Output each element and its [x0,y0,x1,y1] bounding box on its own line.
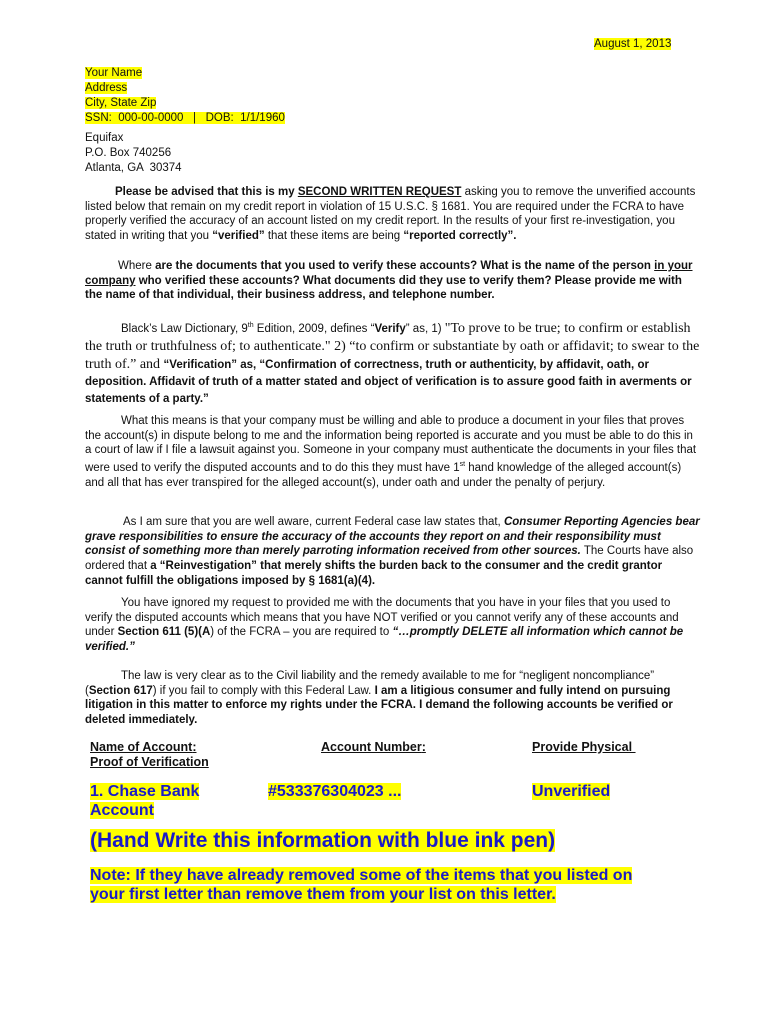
account-name: 1. Chase Bank Account [90,783,200,819]
paragraph-civil-liability: The law is very clear as to the Civil liability and the remedy available to me for “negligent noncompliance” (Section 617) if you fail to comply with this Federal Law. I am a litigious consumer and fully intend on pursuing litigation in this matter to enforce my rights under the FCRA. I demand the following accounts be verified or deleted immediately. [85,670,673,727]
sender-address: Address [85,82,128,94]
paragraph-case-law: As I am sure that you are well aware, current Federal case law states that, Consumer Reporting Agencies bear grave responsibilities to ensure the accuracy of the accounts they report on and their responsibility must consist of something more than merely parroting information received from other sources. The Courts have also ordered that a “Reinvestigation” that merely shifts the burden back to the consumer and the credit grantor cannot fulfill the obligations imposed by § 1681(a)(4). [85,516,700,587]
letter-date: August 1, 2013 [594,38,672,50]
recipient-city: Atlanta, GA 30374 [85,162,182,174]
account-number: #533376304023 ... [268,783,402,800]
header-name-of-account: Name of Account: Proof of Verification [90,740,209,769]
header-account-number: Account Number: [321,740,426,754]
sender-block [85,66,285,126]
hand-write-instruction: (Hand Write this information with blue ink pen) [90,829,556,852]
sender-ssn-dob: SSN: 000-00-0000 | DOB: 1/1/1960 [85,112,285,124]
removal-note: Note: If they have already removed some of the items that you listed on your first letter than remove them from your list on this letter. [90,867,633,903]
sender-name: Your Name [85,67,143,79]
paragraph-meaning: What this means is that your company must be willing and able to produce a document in your files that proves the account(s) in dispute belong to me and the information being reported is accurate and you must be able to do this in a court of law if I file a lawsuit against you. Someone in your company must authenticate the documents in your files that were used to verify the disputed accounts and to do this they must have 1st hand knowledge of the alleged account(s) and all that has ever transpired for the alleged account(s), under oath and under the penalty of perjury. [85,415,697,489]
paragraph-ignored-request: You have ignored my request to provided me with the documents that you have in your files that you used to verify the disputed accounts which means that you have NOT verified or you cannot verify any of these accounts and under Section 611 (5)(A) of the FCRA – you are required to “…promptly DELETE all information which cannot be verified.” [85,597,684,654]
recipient-block [85,131,182,176]
recipient-name: Equifax [85,132,124,144]
account-status: Unverified [532,783,611,800]
paragraph-where-documents: Where are the documents that you used to verify these accounts? What is the name of the person in your company who verified these accounts? What documents did they use to verify them? Please provide me with the name of that individual, their business address, and telephone number. [85,260,693,302]
paragraph-request: Please be advised that this is my SECOND WRITTEN REQUEST asking you to remove the unverified accounts listed below that remain on my credit report in violation of 15 U.S.C. § 1681. You are required under the FCRA to have properly verified the accuracy of an account listed on my credit report. In the results of your first re-investigation, you stated in writing that you “verified” that these items are being “reported correctly”. [85,186,696,243]
paragraph-definition: Black’s Law Dictionary, 9th Edition, 2009, defines “Verify” as, 1) "To prove to be true; to confirm or establish the truth or truthfulness of; to authenticate." 2) “to confirm or substantiate by oath or affidavit; to swear to the truth of.” and “Verification” as, “Confirmation of correctness, truth or authenticity, by affidavit, oath, or deposition. Affidavit of truth of a matter stated and object of verification is to assure good faith in averments or statements of a party.” [85,320,700,405]
recipient-box: P.O. Box 740256 [85,147,172,159]
sender-city: City, State Zip [85,97,157,109]
header-provide-physical: Provide Physical [532,740,636,754]
